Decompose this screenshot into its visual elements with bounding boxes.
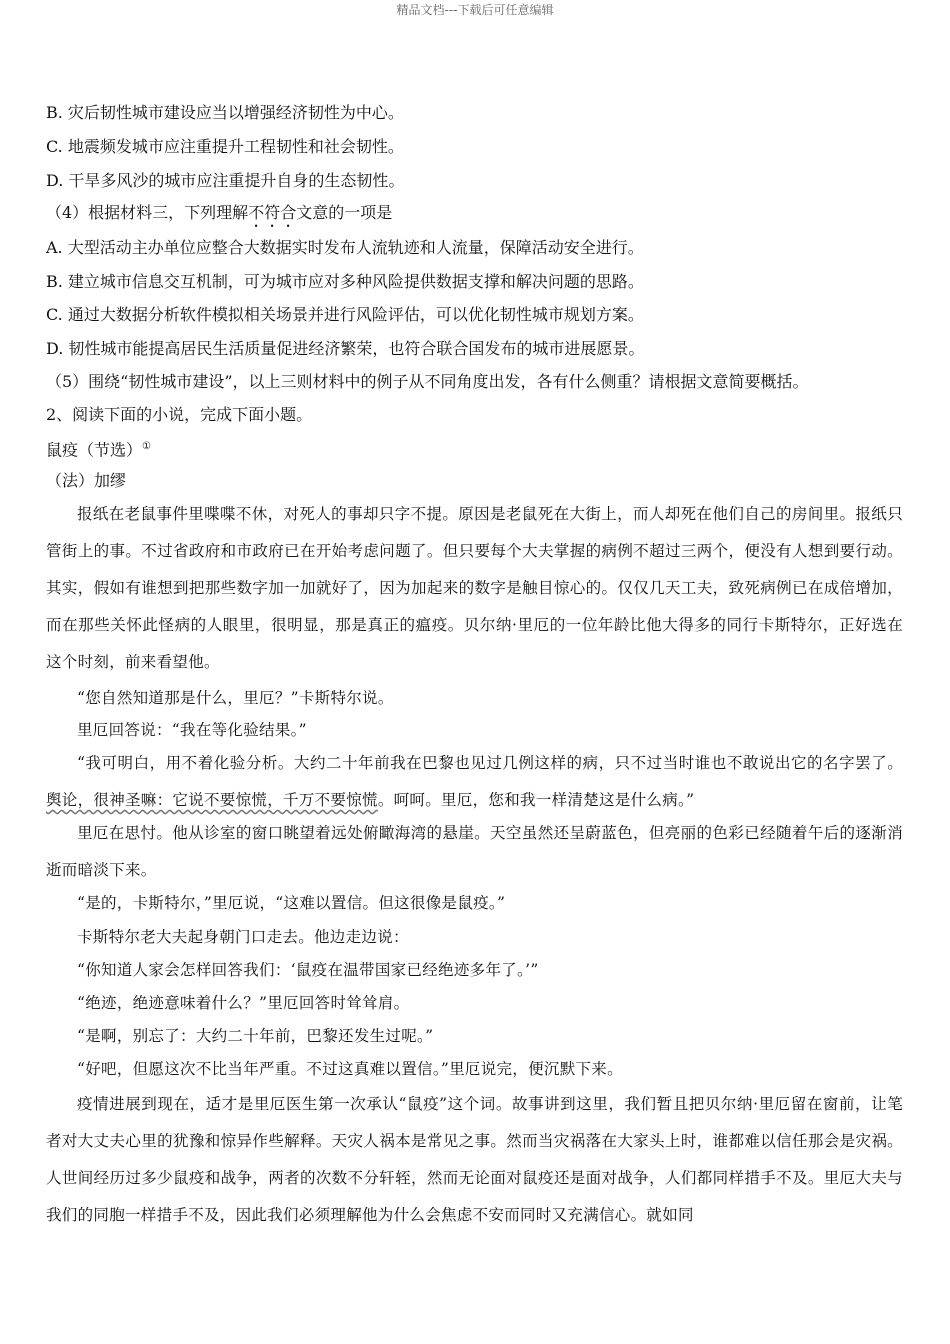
story-paragraph: 报纸在老鼠事件里喋喋不休，对死人的事却只字不提。原因是老鼠死在大街上，而人却死在他们自己的房间里。报纸只管街上的事。不过省政府和市政府已在开始考虑问题了。但只要每个大夫掌握的病例不超过三两个，便没有人想到要行动。其实，假如有谁想到把那些数字加一加就好了，因为加起来的数字是触目惊心的。仅仅几天工夫，致死病例已在成倍增加，而在那些关怀此怪病的人眼里，很明显，那是真正的瘟疫。贝尔纳·里厄的一位年龄比他大得多的同行卡斯特尔，正好选在这个时刻，前来看望他。: [46, 505, 903, 671]
option-c: C. 通过大数据分析软件模拟相关场景并进行风险评估，可以优化韧性城市规划方案。: [46, 305, 644, 324]
story-paragraph: “好吧，但愿这次不比当年严重。不过这真难以置信。”里厄说完，便沉默下来。: [77, 1060, 623, 1078]
story-paragraph: [46, 745, 903, 819]
question-2: 2、阅读下面的小说，完成下面小题。: [46, 405, 313, 424]
question-4-suffix: 文意的一项是: [296, 203, 393, 222]
story-text: 。呵呵。里厄，您和我一样清楚这是什么病。”: [377, 791, 695, 809]
option-c: C. 地震频发城市应注重提升工程韧性和社会韧性。: [46, 137, 404, 156]
story-paragraph: “您自然知道那是什么，里厄？”卡斯特尔说。: [77, 689, 394, 707]
question-5: （5）围绕“韧性城市建设”，以上三则材料中的例子从不同角度出发，各有什么侧重？请根据文意简要概括。: [46, 372, 809, 391]
footnote-mark: ①: [142, 441, 151, 452]
option-b: B. 建立城市信息交互机制，可为城市应对多种风险提供数据支撑和解决问题的思路。: [46, 272, 644, 291]
story-paragraph: “绝迹，绝迹意味着什么？”里厄回答时耸耸肩。: [77, 994, 410, 1012]
question-4-emphasis: 不符合: [248, 203, 297, 222]
option-a: A. 大型活动主办单位应整合大数据实时发布人流轨迹和人流量，保障活动安全进行。: [46, 238, 644, 257]
story-paragraph: 里厄在思忖。他从诊室的窗口眺望着远处俯瞰海湾的悬崖。天空虽然还呈蔚蓝色，但亮丽的色彩已经随着午后的逐渐消逝而暗淡下来。: [46, 824, 903, 879]
story-text: “我可明白，用不着化验分析。大约二十年前我在巴黎也见过几例这样的病，只不过当时谁也不敢说出它的名字罢了。: [77, 754, 903, 772]
page-header: 精品文档---下载后可任意编辑: [396, 3, 554, 17]
story-title: [46, 437, 151, 460]
story-paragraph: “你知道人家会怎样回答我们：‘鼠疫在温带国家已经绝迹多年了。’”: [77, 961, 539, 979]
story-paragraph: “是啊，别忘了：大约二十年前，巴黎还发生过呢。”: [77, 1027, 434, 1045]
wavy-underlined-text: 舆论，很神圣嘛：它说不要惊慌，千万不要惊慌: [46, 791, 378, 809]
question-4: [46, 203, 392, 231]
option-b: B. 灾后韧性城市建设应当以增强经济韧性为中心。: [46, 103, 404, 122]
story-paragraph: “是的，卡斯特尔，”里厄说，“这难以置信。但这很像是鼠疫。”: [77, 894, 506, 912]
story-paragraph: 疫情进展到现在，适才是里厄医生第一次承认“鼠疫”这个词。故事讲到这里，我们暂且把贝尔纳·里厄留在窗前，让笔者对大丈夫心里的犹豫和惊异作些解释。天灾人祸本是常见之事。然而当灾祸落在大家头上时，谁都难以信任那会是灾祸。人世间经历过多少鼠疫和战争，两者的次数不分轩轾，然而无论面对鼠疫还是面对战争，人们都同样措手不及。里厄大夫与我们的同胞一样措手不及，因此我们必须理解他为什么会焦虑不安而同时又充满信心。就如同: [46, 1095, 903, 1224]
story-title-text: 鼠疫（节选）: [46, 440, 143, 460]
option-d: D. 韧性城市能提高居民生活质量促进经济繁荣，也符合联合国发布的城市进展愿景。: [46, 339, 645, 358]
story-paragraph: 里厄回答说：“我在等化验结果。”: [77, 721, 307, 739]
story-author: （法）加缪: [46, 471, 127, 490]
question-4-prefix: （4）根据材料三，下列理解: [46, 203, 249, 222]
option-d: D. 干旱多风沙的城市应注重提升自身的生态韧性。: [46, 171, 405, 190]
story-paragraph: 卡斯特尔老大夫起身朝门口走去。他边走边说：: [77, 928, 409, 946]
